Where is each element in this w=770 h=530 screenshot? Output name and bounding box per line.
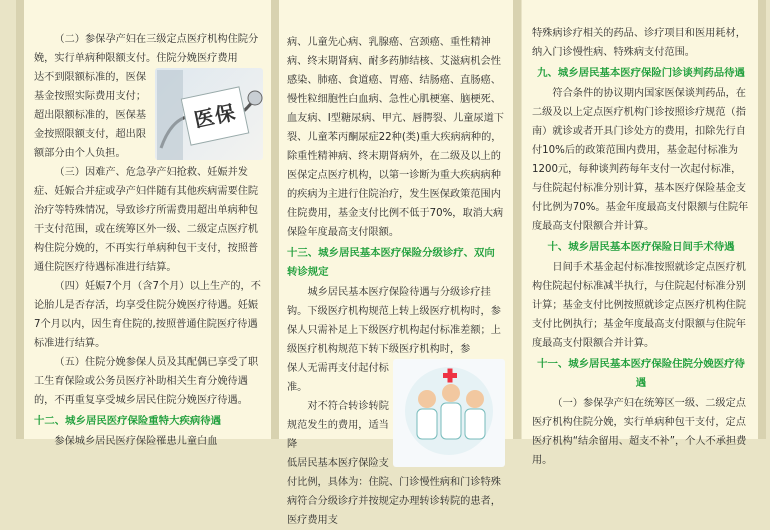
medical-insurance-image — [155, 68, 263, 160]
paragraph-complications: （三）因难产、危急孕产妇抢救、妊娠并发症、妊娠合并症或孕产妇伴随有其他疾病需要住院治疗等特殊情况，导致诊疗所需费用超出单病种包干支付范围，或在统筹区外一级、二级定点医疗机构住院分娩的，不再实行单病种包干支付，按照普通住院医疗待遇标准进行结算。 — [34, 167, 259, 273]
heading-section-13: 十三、城乡居民基本医疗保险分级诊疗、双向转诊规定 — [287, 247, 495, 278]
paragraph-limit-payment: 达不到限额标准的，医保基金按照实际费用支付；超出限额标准的，医保基金按照限额支付，超出限额部分由个人负担。 — [34, 72, 147, 159]
insurance-card-label: 医保 — [181, 86, 250, 145]
brochure-panel-left — [24, 0, 271, 447]
heading-section-10: 十、城乡居民基本医疗保险日间手术待遇 — [547, 241, 735, 253]
brochure-panel-middle — [279, 0, 513, 526]
doctors-illustration — [393, 359, 505, 467]
paragraph-disease-list: 病、儿童先心病、乳腺癌、宫颈癌、重性精神病、终末期肾病、耐多药肺结核、艾滋病机会性感染、肺癌、食道癌、胃癌、结肠癌、直肠癌、慢性粒细胞性白血病、急性心肌梗塞、脑梗死、血友病、I型糖尿病、甲亢、唇腭裂、儿童尿道下裂、儿童苯丙酮尿症22种(类)重大疾病病种的，除重性精神病、终末期肾病外，在二级及以上的医保定点医疗机构，以第一诊断为重大疾病病种的疾病为主进行住院治疗，发生医保政策范围内住院费用，基金支付比例不低于70%，取消大病保险年度最高支付限额。 — [287, 37, 504, 238]
fold-middle-2 — [513, 0, 521, 439]
heading-section-9: 九、城乡居民基本医疗保险门诊谈判药品待遇 — [537, 67, 745, 79]
fold-left — [16, 0, 24, 439]
fold-middle-1 — [271, 0, 279, 439]
fold-right — [758, 0, 766, 439]
paragraph-maternity-level12: （一）参保孕产妇在统筹区一级、二级定点医疗机构住院分娩，实行单病种包干支付，定点医疗机构“结余留用、超支不补”，个人不承担费用。 — [532, 398, 747, 466]
heading-section-12: 十二、城乡居民医疗保险重特大疾病待遇 — [34, 415, 222, 427]
paragraph-special-disease: 特殊病诊疗相关的药品、诊疗项目和医用耗材，纳入门诊慢性病、特殊病支付范围。 — [532, 28, 746, 58]
paragraph-no-duplicate: （五）住院分娩参保人员及其配偶已享受了职工生育保险或公务员医疗补助相关生育分娩待遇的，不再重复享受城乡居民住院分娩医疗待遇。 — [34, 357, 259, 406]
doctors-icon — [393, 359, 505, 467]
paragraph-seven-months: （四）妊娠7个月（含7个月）以上生产的，不论胎儿是否存活，均享受住院分娩医疗待遇。妊娠7个月以内，因生育住院的,按照普通住院医疗待遇标准进行结算。 — [34, 281, 261, 349]
paragraph-referral-tail: 保人无需再支付起付标准。 — [287, 363, 389, 393]
heading-section-11: 十一、城乡居民基本医疗保险住院分娩医疗待遇 — [537, 358, 745, 389]
brochure-panel-right — [522, 0, 758, 466]
paragraph-nonconforming: 对不符合转诊转院规范发生的费用，适当降 — [287, 401, 389, 450]
paragraph-major-diseases-start: 参保城乡居民医疗保险罹患儿童白血 — [54, 436, 218, 447]
paragraph-nonconforming-tail: 低居民基本医疗保险支付比例，具体为：住院、门诊慢性病和门诊特殊病符合分级诊疗并按规定办理转诊转院的患者，医疗费用支 — [287, 458, 501, 526]
paragraph-referral: 城乡居民基本医疗保险待遇与分级诊疗挂钩。下级医疗机构规范上转上级医疗机构时，参保人只需补足上下级医疗机构起付标准差额；上级医疗机构规范下转下级医疗机构时，参 — [287, 287, 501, 355]
paragraph-negotiated-drugs: 符合条件的协议期内国家医保谈判药品，在二级及以上定点医疗机构门诊按照诊疗规范（指南）就诊或者开具门诊处方的费用，扣除先行自付10%后的政策范围内费用，基金起付标准为1200元，每种谈判药每年支付一次起付标准，与住院起付标准分别计算，基本医疗保险基金支付比例为70%。基金年度最高支付限额与住院年度最高支付限额合并计算。 — [532, 88, 749, 232]
paragraph-day-surgery: 日间手术基金起付标准按照就诊定点医疗机构住院起付标准减半执行，与住院起付标准分别计算；基金支付比例按照就诊定点医疗机构住院支付比例执行；基金年度最高支付限额与住院年度最高支付限额合并计算。 — [532, 262, 746, 349]
paragraph-maternity-level3: （二）参保孕产妇在三级定点医疗机构住院分娩，实行单病种限额支付。住院分娩医疗费用 — [34, 34, 259, 64]
